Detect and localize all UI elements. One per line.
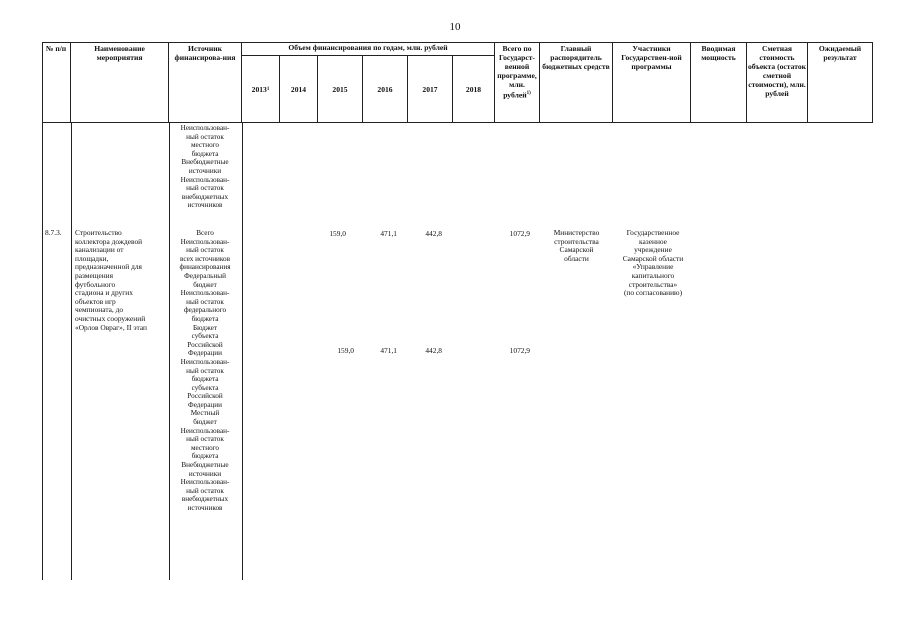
source-line: внебюджетных xyxy=(181,192,229,201)
source-line: Российской xyxy=(187,340,223,349)
source-line: Местный xyxy=(190,409,220,418)
column-divider xyxy=(242,123,243,580)
source-line: Неиспользован- xyxy=(180,478,230,487)
value-2017-total: 442,8 xyxy=(425,229,442,238)
value-2015-total: 159,0 xyxy=(329,229,346,238)
manager-line: области xyxy=(564,253,589,263)
source-line: Внебюджетные xyxy=(181,461,229,470)
name-line: очистных сооружений xyxy=(75,313,146,323)
header-participants: Участники Государствен-ной программы xyxy=(613,42,691,123)
item-sources xyxy=(171,229,239,513)
source-line: источников xyxy=(187,201,223,210)
header-sources: Источник финансирова-ния xyxy=(169,42,242,123)
value-regional-total: 1072,9 xyxy=(509,346,530,355)
page-number: 10 xyxy=(449,21,461,33)
header-capacity: Вводимая мощность xyxy=(691,42,747,123)
value-2017-regional: 442,8 xyxy=(425,346,442,355)
name-line: чемпионата, до xyxy=(75,305,124,315)
source-line: источники xyxy=(188,469,222,478)
item-name xyxy=(75,229,169,332)
source-line: ный остаток xyxy=(186,132,224,141)
column-divider xyxy=(42,123,43,580)
participant-line: «Управление xyxy=(632,262,674,272)
source-line: Бюджет xyxy=(193,323,217,332)
header-year-2016: 2016 xyxy=(363,56,408,123)
source-line: финансирования xyxy=(179,263,231,272)
item-number: 8.7.3. xyxy=(45,228,62,237)
source-line: федерального xyxy=(183,306,227,315)
participant-line: учреждение xyxy=(634,245,672,255)
name-line: футбольного xyxy=(75,279,116,289)
column-divider xyxy=(169,123,170,580)
name-line: площадки, xyxy=(75,253,109,263)
value-grand-total: 1072,9 xyxy=(509,229,530,238)
source-line: Неиспользован- xyxy=(180,357,230,366)
source-line: ный остаток xyxy=(186,435,224,444)
name-line: предназначенной для xyxy=(75,262,142,272)
header-year-2014: 2014 xyxy=(280,56,318,123)
name-line: объектов игр xyxy=(75,296,116,306)
header-estimated-cost: Сметная стоимость объекта (остаток сметной стоимости), млн. рублей xyxy=(747,42,808,123)
source-line: Российской xyxy=(187,392,223,401)
header-year-2017: 2017 xyxy=(408,56,453,123)
source-line: бюджет xyxy=(193,280,217,289)
source-line: бюджета xyxy=(191,149,219,158)
source-line: ный остаток xyxy=(186,366,224,375)
participant-line: (по согласованию) xyxy=(623,288,683,298)
header-total: Всего по Государст-венной программе, млн. рублей$^{1)}$ xyxy=(495,42,540,123)
header-funding-group: Объем финансирования по годам, млн. рублей xyxy=(242,42,495,56)
source-line: бюджета xyxy=(191,314,219,323)
source-line: Неиспользован- xyxy=(180,289,230,298)
name-line: «Орлов Овраг», II этап xyxy=(75,322,147,332)
item-participants xyxy=(613,229,693,298)
manager-line: Самарской xyxy=(559,245,594,255)
name-line: размещения xyxy=(75,270,114,280)
source-line: Неиспользован- xyxy=(180,175,230,184)
name-line: Строительство xyxy=(75,228,122,237)
source-line: субъекта xyxy=(191,383,219,392)
source-line: Федерации xyxy=(188,349,222,358)
manager-line: строительства xyxy=(554,236,599,246)
source-line: Федеральный xyxy=(184,271,226,280)
source-line: местного xyxy=(190,141,220,150)
source-line: всех источников xyxy=(179,254,231,263)
source-line: внебюджетных xyxy=(181,495,229,504)
participant-line: строительства» xyxy=(628,279,678,289)
header-expected-result: Ожидаемый результат xyxy=(808,42,873,123)
source-line: субъекта xyxy=(191,332,219,341)
source-line: Всего xyxy=(196,229,214,237)
participant-line: казенное xyxy=(639,236,667,246)
header-manager: Главный распорядитель бюджетных средств xyxy=(540,42,613,123)
header-year-2013: 2013 1 xyxy=(242,56,280,123)
name-line: стадиона и других xyxy=(75,288,133,298)
source-line: источников xyxy=(187,504,223,512)
source-line: местного xyxy=(190,443,220,452)
item-manager xyxy=(540,229,613,263)
header-name: Наименование мероприятия xyxy=(71,42,169,123)
header-year-2015: 2015 xyxy=(318,56,363,123)
source-line: Неиспользован- xyxy=(180,124,230,132)
participant-line: Самарской области xyxy=(622,253,684,263)
participant-line: капитального xyxy=(631,270,675,280)
source-line: Федерации xyxy=(188,400,222,409)
source-line: ный остаток xyxy=(186,184,224,193)
source-line: Неиспользован- xyxy=(180,237,230,246)
name-line: канализации от xyxy=(75,245,124,255)
source-line: бюджета xyxy=(191,375,219,384)
source-line: источники xyxy=(188,166,222,175)
source-line: Неиспользован- xyxy=(180,426,230,435)
source-line: ный остаток xyxy=(186,246,224,255)
source-line: бюджета xyxy=(191,452,219,461)
source-line: Внебюджетные xyxy=(181,158,229,167)
participant-line: Государственное xyxy=(626,228,680,237)
continuation-sources xyxy=(171,124,239,210)
value-2015-regional: 159,0 xyxy=(337,346,354,355)
source-line: бюджет xyxy=(193,418,217,427)
value-2016-total: 471,1 xyxy=(380,229,397,238)
name-line: коллектора дождевой xyxy=(75,236,143,246)
header-num: № п/п xyxy=(42,42,71,123)
source-line: ный остаток xyxy=(186,297,224,306)
source-line: ный остаток xyxy=(186,486,224,495)
manager-line: Министерство xyxy=(553,228,600,237)
header-year-2018: 2018 xyxy=(453,56,495,123)
value-2016-regional: 471,1 xyxy=(380,346,397,355)
column-divider xyxy=(71,123,72,580)
